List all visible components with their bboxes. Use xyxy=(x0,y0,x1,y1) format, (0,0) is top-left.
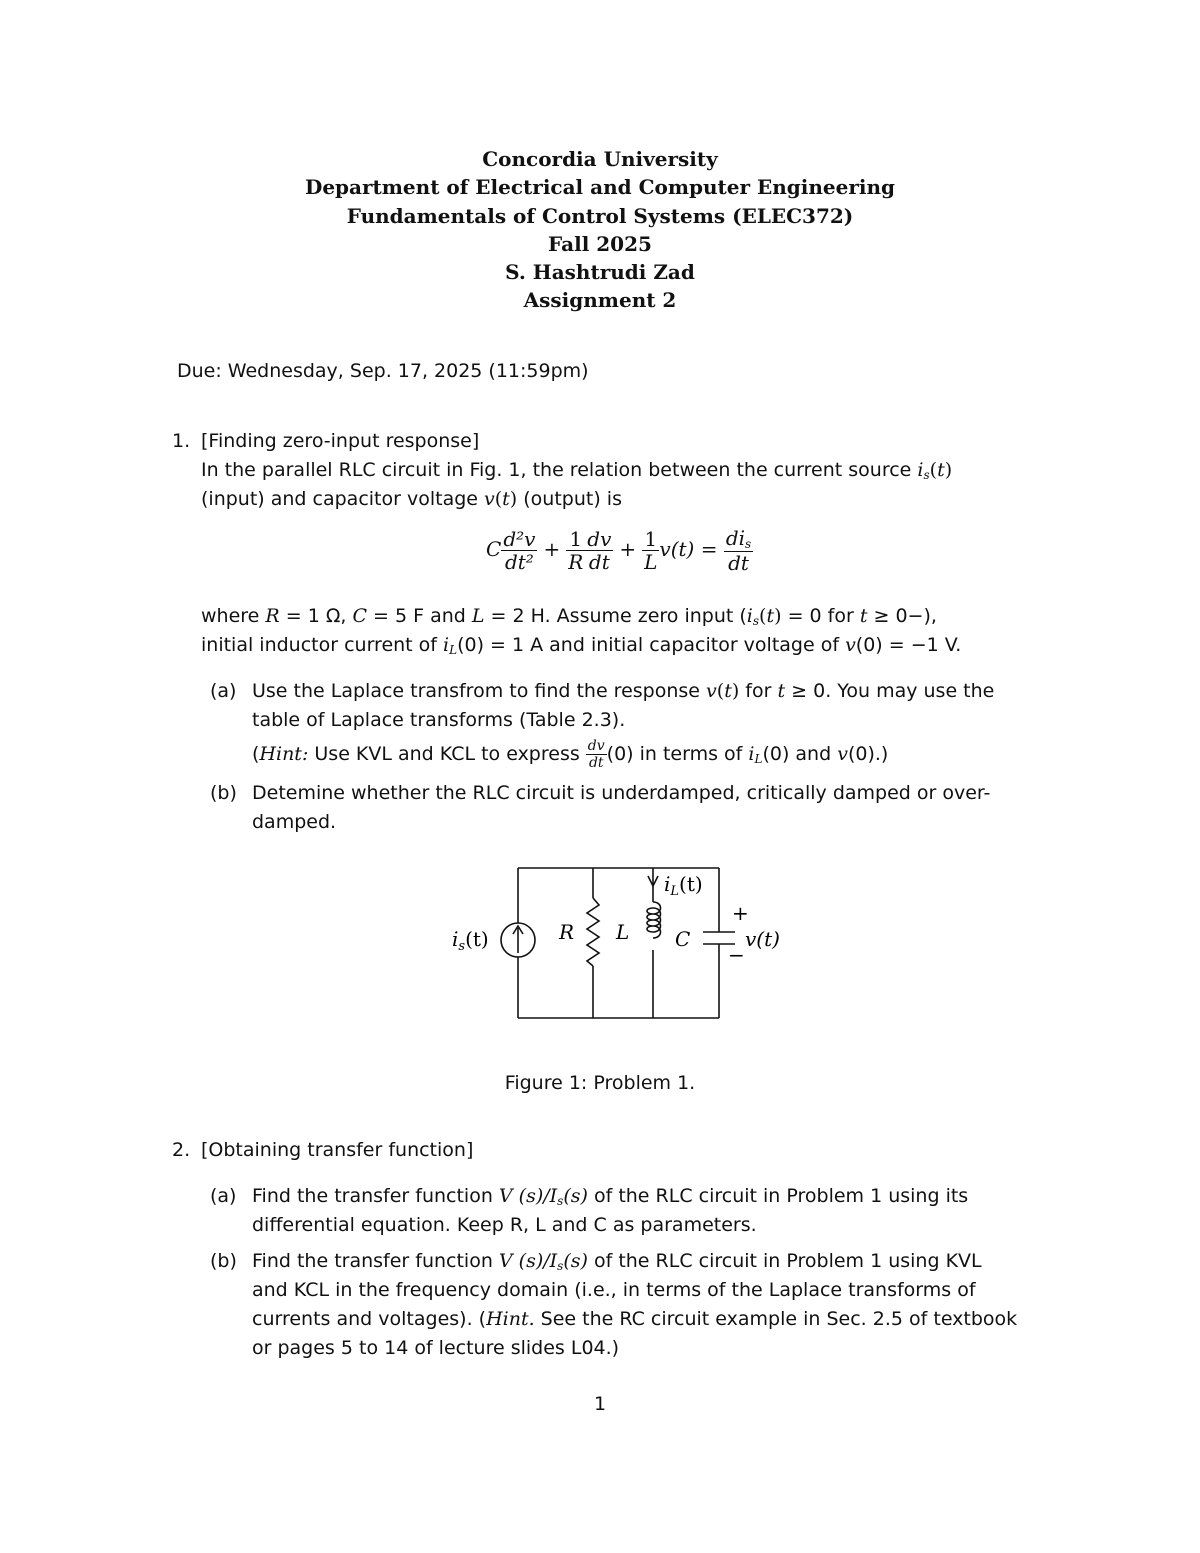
course-title: Fundamentals of Control Systems (ELEC372) xyxy=(346,203,854,228)
differential-equation: C $\frac{\text{d²v}}{\text{dt²}}$ + $\frac{1}{R}$ $\frac{dv}{dt}$ + $\frac{1}{L}$ v(t) = $\frac{di_s}{dt}$ xyxy=(486,526,752,575)
problem-2b-label: (b) xyxy=(210,1250,237,1272)
problem-1a-label: (a) xyxy=(210,680,237,702)
problem-1a-line-1: Use the Laplace transfrom to find the response v(t) for t ≥ 0. You may use the xyxy=(252,680,995,702)
inductor-label: L xyxy=(616,920,630,944)
problem-2a-line-1: Find the transfer function V $(s)/I_s(s)$ of the RLC circuit in Problem 1 using its xyxy=(252,1185,969,1208)
problem-1-initial-conditions: initial inductor current of $i_L(0) = 1$ A and initial capacitor voltage of v(0) = −1 V. xyxy=(201,634,962,657)
problem-2b-line-1: Find the transfer function V $(s)/I_s(s)$ of the RLC circuit in Problem 1 using KVL xyxy=(252,1250,982,1273)
problem-2a-line-2: differential equation. Keep R, L and C as parameters. xyxy=(252,1214,757,1236)
problem-1-parameters: where R = 1 Ω, C = 5 F and L = 2 H. Assume zero input ($i_s(t) = 0$ for t ≥ 0−), xyxy=(201,605,937,628)
problem-2b-line-2: and KCL in the frequency domain (i.e., in terms of the Laplace transforms of xyxy=(252,1279,976,1301)
plus-sign: + xyxy=(732,901,749,925)
department-name: Department of Electrical and Computer Engineering xyxy=(304,175,895,200)
document-header xyxy=(0,145,1200,315)
problem-1b-line-2: damped. xyxy=(252,811,337,833)
problem-2a-label: (a) xyxy=(210,1185,237,1207)
problem-1a-hint: (Hint: Use KVL and KCL to express $\frac{dv}{dt}$ (0) in terms of $i_L(0)$ and v(0).) xyxy=(252,738,889,771)
problem-1a-line-2: table of Laplace transforms (Table 2.3). xyxy=(252,709,626,731)
figure-caption: Figure 1: Problem 1. xyxy=(504,1072,696,1094)
due-date: Due: Wednesday, Sep. 17, 2025 (11:59pm) xyxy=(177,360,589,382)
problem-1b-label: (b) xyxy=(210,782,237,804)
inductor-current-label: $i_L(t)$ xyxy=(664,872,703,899)
page-number: 1 xyxy=(593,1393,607,1415)
resistor-symbol xyxy=(587,898,599,966)
problem-2b-line-3: currents and voltages). (Hint. See the RC circuit example in Sec. 2.5 of textbook xyxy=(252,1308,1018,1330)
problem-1-number: 1. xyxy=(172,430,191,452)
source-label: $i_s(t)$ xyxy=(452,927,489,954)
problem-1-intro-line-2: (input) and capacitor voltage v(t) (output) is xyxy=(201,488,622,510)
voltage-label: v(t) xyxy=(745,927,780,951)
problem-2-title: [Obtaining transfer function] xyxy=(201,1139,474,1161)
term: Fall 2025 xyxy=(548,231,652,256)
capacitor-label: C xyxy=(675,927,691,951)
university-name: Concordia University xyxy=(482,147,718,171)
problem-2b-line-4: or pages 5 to 14 of lecture slides L04.) xyxy=(252,1337,620,1359)
problem-2-number: 2. xyxy=(172,1139,191,1161)
minus-sign: − xyxy=(728,943,745,967)
inductor-symbol xyxy=(647,902,661,938)
assignment-title: Assignment 2 xyxy=(523,288,677,313)
instructor: S. Hashtrudi Zad xyxy=(505,260,695,285)
problem-1-title: [Finding zero-input response] xyxy=(201,430,480,452)
resistor-label: R xyxy=(559,920,575,944)
problem-1b-line-1: Detemine whether the RLC circuit is underdamped, critically damped or over- xyxy=(252,782,991,804)
problem-1-intro-line-1: In the parallel RLC circuit in Fig. 1, the relation between the current source $i_s(t)$ xyxy=(201,459,953,482)
rlc-circuit-diagram xyxy=(440,860,800,1025)
